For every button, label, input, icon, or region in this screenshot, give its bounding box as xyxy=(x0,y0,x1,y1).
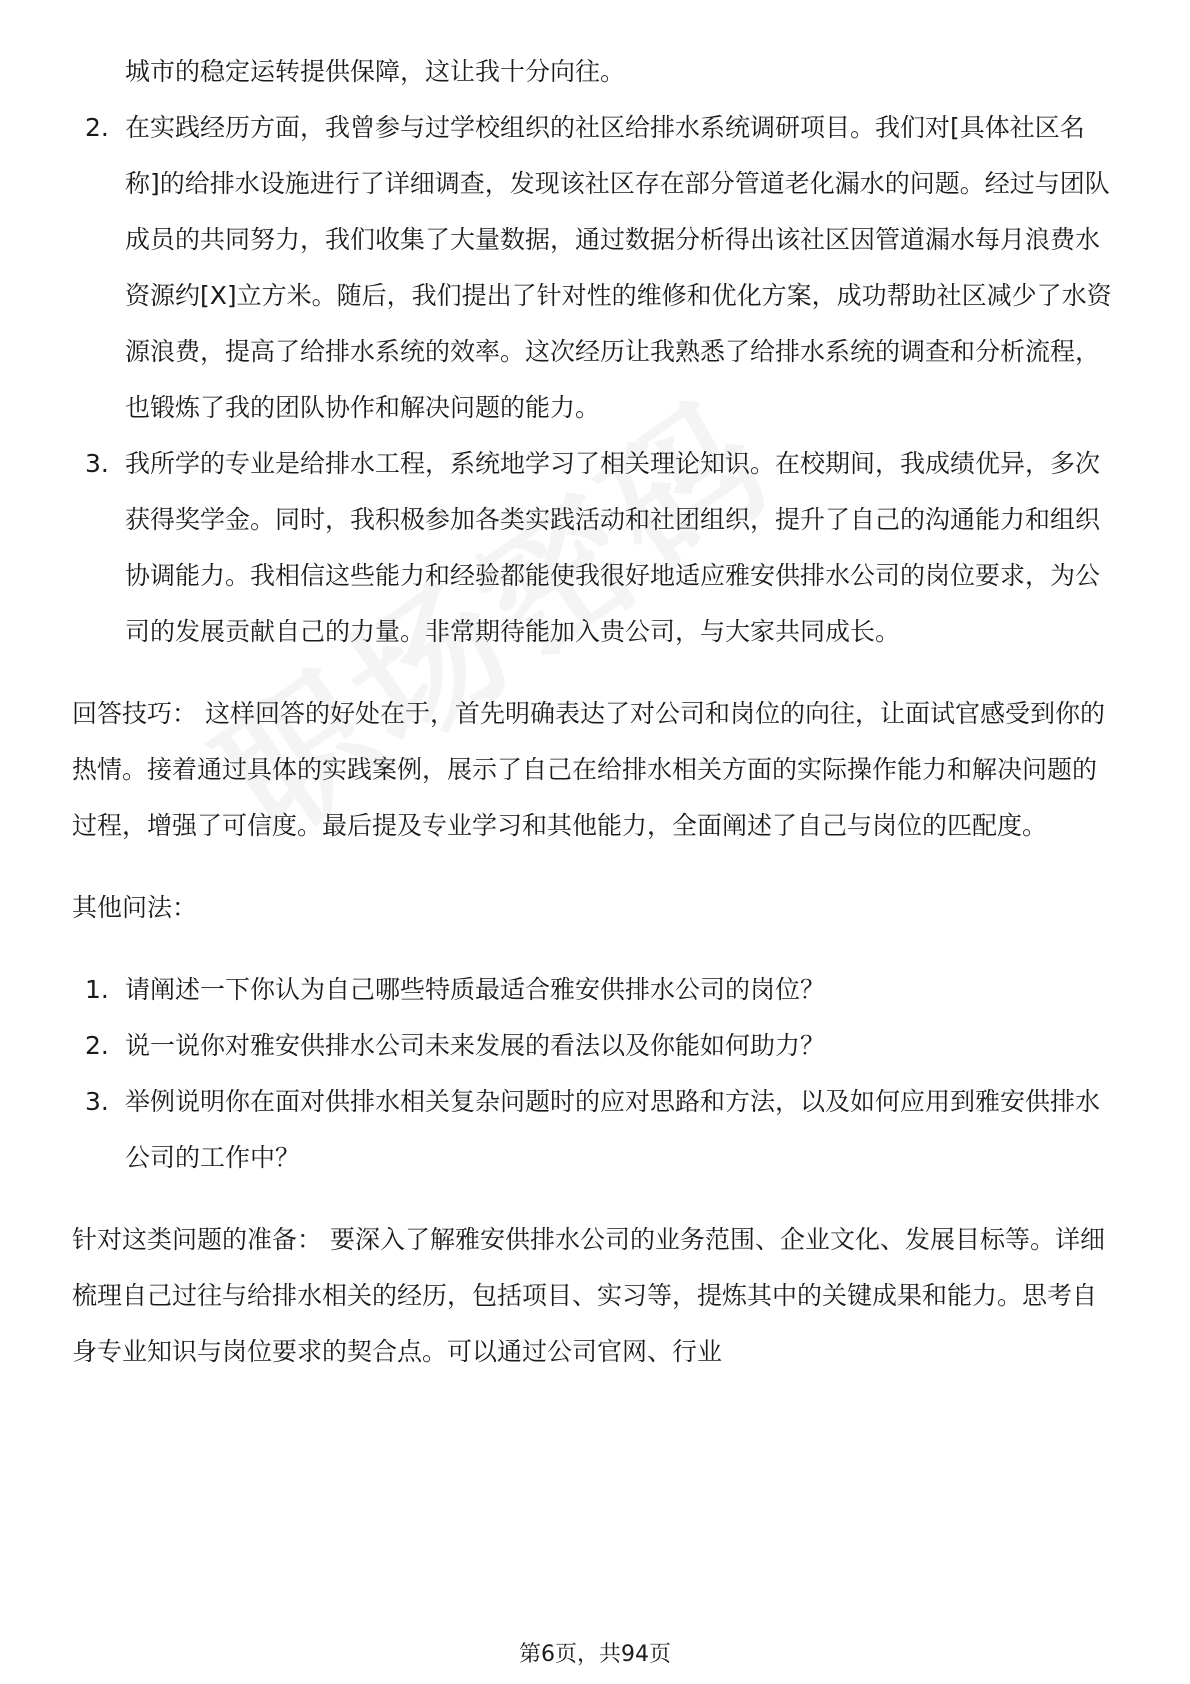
list-item-text: 说一说你对雅安供排水公司未来发展的看法以及你能如何助力？ xyxy=(125,1031,826,1060)
list-number: 2. xyxy=(85,113,109,142)
list-number: 3. xyxy=(85,449,109,478)
continued-paragraph: 城市的稳定运转提供保障，这让我十分向往。 xyxy=(125,57,626,86)
list-item-text: 举例说明你在面对供排水相关复杂问题时的应对思路和方法，以及如何应用到雅安供排水公司的工作中？ xyxy=(125,1087,1101,1172)
preparation-paragraph: 针对这类问题的准备： 要深入了解雅安供排水公司的业务范围、企业文化、发展目标等。详细梳理自己过往与给排水相关的经历，包括项目、实习等，提炼其中的关键成果和能力。思考自身专业知识与岗位要求的契合点。可以通过公司官网、行业 xyxy=(72,1225,1105,1366)
answer-list xyxy=(72,100,1117,660)
list-number: 1. xyxy=(85,975,109,1004)
other-question-item xyxy=(72,962,1117,1018)
list-number: 3. xyxy=(85,1087,109,1116)
answer-tips-paragraph: 回答技巧： 这样回答的好处在于，首先明确表达了对公司和岗位的向往，让面试官感受到你的热情。接着通过具体的实践案例，展示了自己在给排水相关方面的实际操作能力和解决问题的过程，增强了可信度。最后提及专业学习和其他能力，全面阐述了自己与岗位的匹配度。 xyxy=(72,699,1105,840)
other-questions-heading: 其他问法： xyxy=(72,893,198,922)
list-item-text: 在实践经历方面，我曾参与过学校组织的社区给排水系统调研项目。我们对[具体社区名称]的给排水设施进行了详细调查，发现该社区存在部分管道老化漏水的问题。经过与团队成员的共同努力，我们收集了大量数据，通过数据分析得出该社区因管道漏水每月浪费水资源约[X]立方米。随后，我们提出了针对性的维修和优化方案，成功帮助社区减少了水资源浪费，提高了给排水系统的效率。这次经历让我熟悉了给排水系统的调查和分析流程，也锻炼了我的团队协作和解决问题的能力。 xyxy=(125,113,1112,422)
other-questions-list xyxy=(72,962,1117,1186)
answer-item-3 xyxy=(72,436,1117,660)
list-number: 2. xyxy=(85,1031,109,1060)
other-question-item xyxy=(72,1018,1117,1074)
page-number: 第6页，共94页 xyxy=(519,1642,671,1667)
other-question-item xyxy=(72,1074,1117,1186)
page-content xyxy=(72,44,1117,1380)
answer-item-2 xyxy=(72,100,1117,436)
list-item-text: 我所学的专业是给排水工程，系统地学习了相关理论知识。在校期间，我成绩优异，多次获得奖学金。同时，我积极参加各类实践活动和社团组织，提升了自己的沟通能力和组织协调能力。我相信这些能力和经验都能使我很好地适应雅安供排水公司的岗位要求，为公司的发展贡献自己的力量。非常期待能加入贵公司，与大家共同成长。 xyxy=(125,449,1101,646)
list-item-text: 请阐述一下你认为自己哪些特质最适合雅安供排水公司的岗位？ xyxy=(125,975,826,1004)
